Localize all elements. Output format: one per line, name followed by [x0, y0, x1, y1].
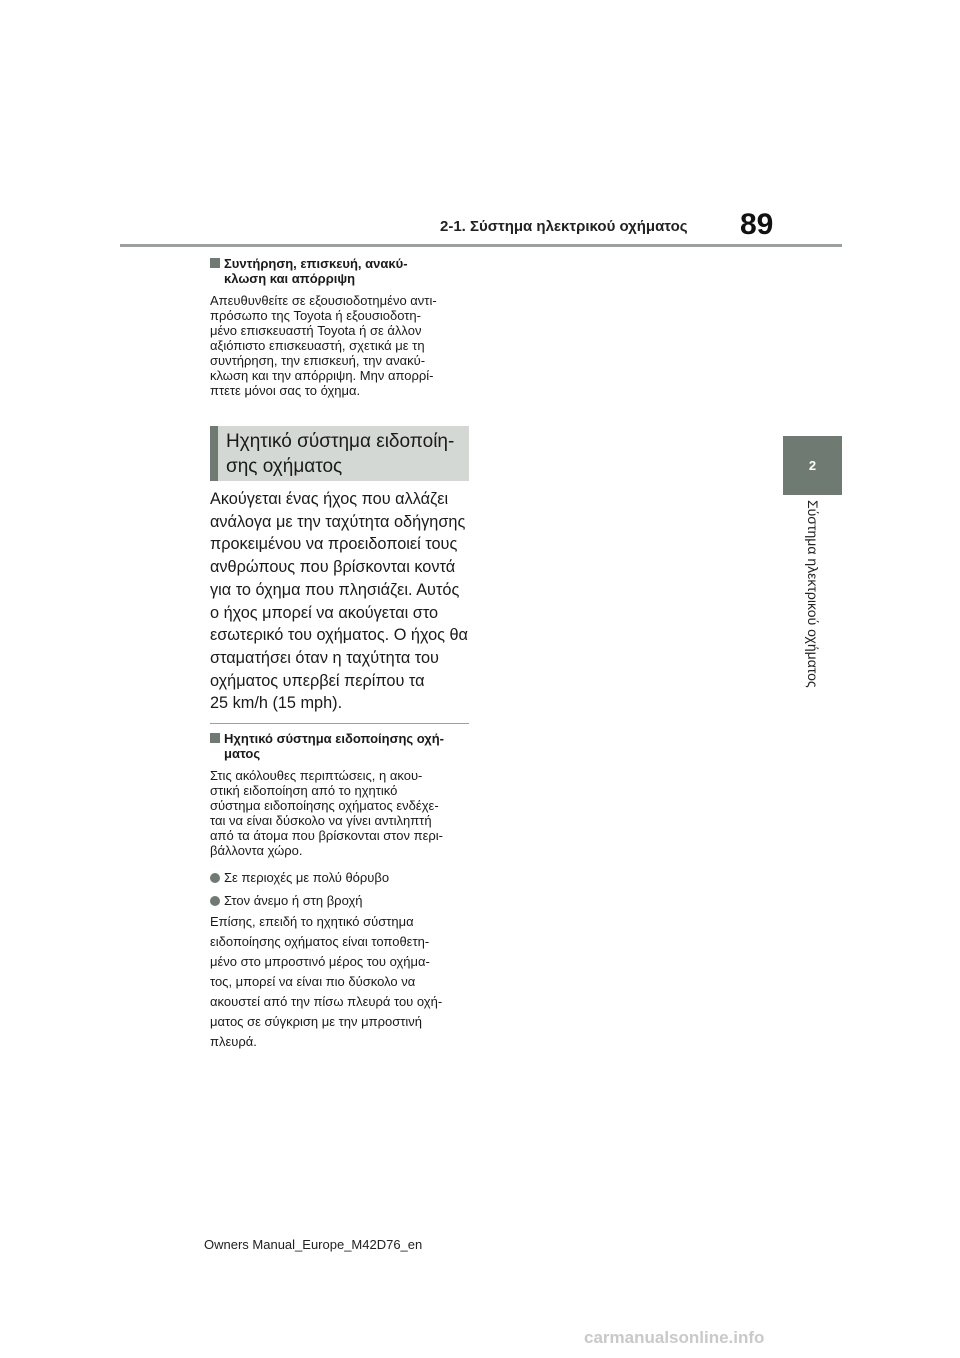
body-line: πτετε μόνοι σας το όχημα. [210, 383, 361, 398]
heading-line: Ηχητικό σύστημα ειδοποίησης οχή- [224, 731, 445, 746]
intro-line: προκειμένου να προειδοποιεί τους [210, 535, 458, 554]
body-line: στική ειδοποίηση από το ηχητικό [210, 783, 398, 798]
heading-line: Συντήρηση, επισκευή, ανακύ- [224, 256, 408, 271]
intro-line: σταματήσει όταν η ταχύτητα του [210, 648, 439, 667]
tail-line: μένο στο μπροστινό μέρος του οχήμα- [210, 954, 430, 969]
body-line: πρόσωπο της Toyota ή εξουσιοδοτη- [210, 308, 421, 323]
section-title-box [210, 426, 469, 481]
body-line: αξιόπιστο επισκευαστή, σχετικά με τη [210, 338, 425, 353]
chapter-vertical-title [783, 500, 842, 730]
intro-line: ο ήχος μπορεί να ακούγεται στο [210, 603, 439, 622]
chapter-vertical-title-text: Σύστημα ηλεκτρικού οχήματος [805, 500, 821, 688]
tail-line: ειδοποίησης οχήματος είναι τοποθετη- [210, 934, 430, 949]
intro-line: για το όχημα που πλησιάζει. Αυτός [210, 580, 460, 599]
bullet-text: Στον άνεμο ή στη βροχή [224, 893, 363, 908]
intro-line: Ακούγεται ένας ήχος που αλλάζει [210, 490, 449, 508]
notification-heading [210, 731, 470, 761]
header-rule [120, 244, 842, 247]
section-title-accent-bar [210, 426, 218, 481]
footer-manual-id: Owners Manual_Europe_M42D76_en [204, 1237, 423, 1252]
intro-line: εσωτερικό του οχήματος. Ο ήχος θα [210, 626, 468, 645]
round-bullet-icon [210, 873, 220, 883]
bullet-text: Σε περιοχές με πολύ θόρυβο [224, 870, 390, 885]
section-title-line: Ηχητικό σύστημα ειδοποίη- [226, 431, 455, 452]
notification-block [210, 731, 470, 858]
intro-line: οχήματος υπερβεί περίπου τα [210, 671, 425, 690]
running-section-title: 2-1. Σύστημα ηλεκτρικού οχήματος [440, 218, 688, 235]
chapter-number-tab: 2 [783, 436, 842, 495]
round-bullet-icon [210, 896, 220, 906]
body-line: συντήρηση, την επισκευή, την ανακύ- [210, 353, 426, 368]
tail-line: Επίσης, επειδή το ηχητικό σύστημα [210, 914, 414, 929]
maintenance-block [210, 256, 470, 398]
body-line: κλωση και την απόρριψη. Μην απορρί- [210, 368, 434, 383]
square-bullet-icon [210, 258, 220, 268]
maintenance-body [210, 293, 470, 398]
body-line: από τα άτομα που βρίσκονται στον περι- [210, 828, 443, 843]
body-line: Στις ακόλουθες περιπτώσεις, η ακου- [210, 768, 423, 783]
body-line: σύστημα ειδοποίησης οχήματος ενδέχε- [210, 798, 439, 813]
maintenance-heading [210, 256, 470, 286]
intro-line: ανθρώπους που βρίσκονται κοντά [210, 558, 456, 577]
list-item [210, 870, 470, 885]
page-number: 89 [740, 208, 774, 241]
body-line: Απευθυνθείτε σε εξουσιοδοτημένο αντι- [210, 293, 437, 308]
body-line: ται να είναι δύσκολο να γίνει αντιληπτή [210, 813, 432, 828]
watermark: carmanualsonline.info [584, 1328, 765, 1347]
body-line: βάλλοντα χώρο. [210, 843, 303, 858]
square-bullet-icon [210, 733, 220, 743]
tail-line: πλευρά. [210, 1034, 257, 1049]
intro-line: ανάλογα με την ταχύτητα οδήγησης [210, 512, 466, 531]
notification-body [210, 768, 470, 858]
heading-line: κλωση και απόρριψη [224, 271, 356, 286]
notification-tail [210, 912, 470, 1052]
heading-line: ματος [224, 746, 261, 761]
tail-line: ματος σε σύγκριση με την μπροστινή [210, 1014, 423, 1029]
section-title [226, 429, 466, 479]
tail-line: ακουστεί από την πίσω πλευρά του οχή- [210, 994, 443, 1009]
section-intro [210, 488, 470, 715]
intro-line: 25 km/h (15 mph). [210, 694, 343, 713]
body-line: μένο επισκευαστή Toyota ή σε άλλον [210, 323, 422, 338]
tail-line: τος, μπορεί να είναι πιο δύσκολο να [210, 974, 416, 989]
section-divider [210, 723, 469, 724]
section-title-line: σης οχήματος [226, 456, 343, 477]
list-item [210, 893, 470, 908]
